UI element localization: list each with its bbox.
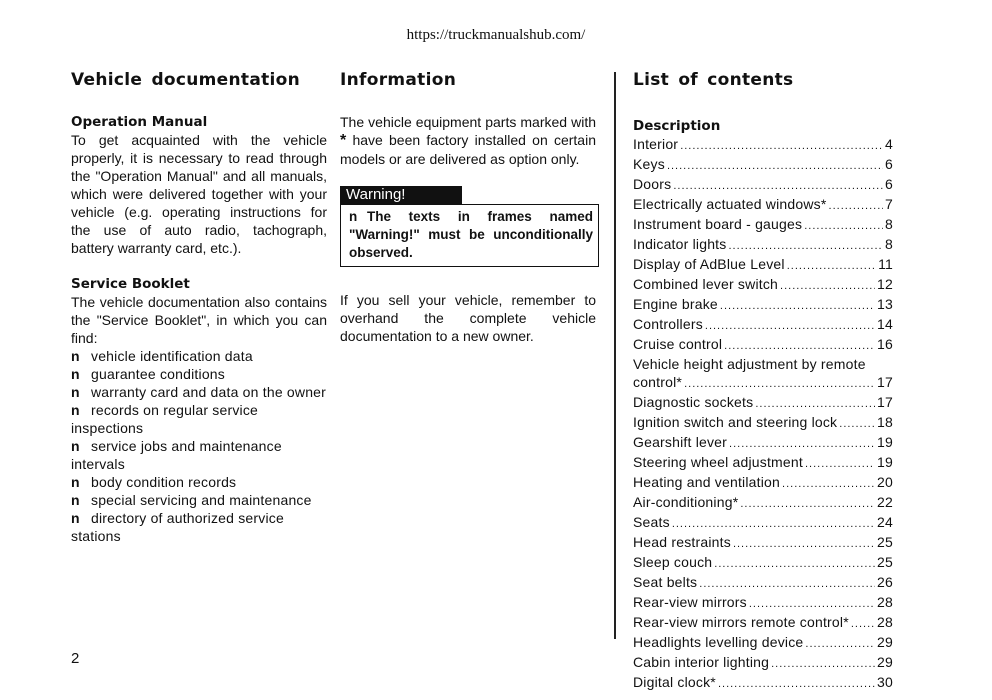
toc-page-number: 30 [877, 674, 893, 690]
information-text [340, 113, 596, 168]
toc-entry [633, 255, 893, 275]
warning-bullet-icon: n [349, 209, 358, 224]
toc-page-number: 14 [877, 316, 893, 332]
table-of-contents [633, 135, 893, 693]
toc-page-number: 12 [877, 276, 893, 292]
toc-page-number: 19 [877, 454, 893, 470]
toc-entry [633, 653, 893, 673]
toc-leader-dots [805, 455, 875, 473]
toc-leader-dots [851, 615, 875, 633]
toc-entry-label: Cruise control [633, 336, 723, 352]
toc-entry-label: Cabin interior lighting [633, 654, 770, 670]
toc-page-number: 20 [877, 474, 893, 490]
toc-entry [633, 493, 893, 513]
toc-page-number: 16 [877, 336, 893, 352]
toc-entry [633, 235, 893, 255]
contents-column [633, 68, 893, 693]
toc-page-number: 17 [877, 374, 893, 390]
toc-entry-label: Vehicle height adjustment by remote [633, 356, 866, 372]
bullet-icon: n [71, 438, 80, 454]
page-number: 2 [71, 650, 80, 667]
toc-leader-dots [684, 375, 875, 393]
toc-entry-label: Diagnostic sockets [633, 394, 754, 410]
information-title: Information [340, 70, 457, 90]
list-item-text: records on regular service inspections [71, 402, 259, 436]
toc-page-number: 8 [885, 216, 893, 232]
toc-entry-label: Seats [633, 514, 670, 530]
toc-page-number: 7 [885, 196, 893, 212]
toc-leader-dots [718, 675, 875, 693]
bullet-icon: n [71, 492, 80, 508]
toc-page-number: 22 [877, 494, 893, 510]
toc-leader-dots [728, 237, 883, 255]
toc-entry-label: Combined lever switch [633, 276, 779, 292]
toc-page-number: 19 [877, 434, 893, 450]
toc-page-number: 6 [885, 156, 893, 172]
toc-entry [633, 433, 893, 453]
service-booklet-text: The vehicle documentation also contains the "Service Booklet", in which you can find: [71, 294, 327, 346]
toc-page-number: 29 [877, 654, 893, 670]
toc-entry-label: Instrument board - gauges [633, 216, 803, 232]
toc-entry-label: Steering wheel adjustment [633, 454, 803, 470]
toc-leader-dots [805, 635, 875, 653]
toc-leader-dots [782, 475, 875, 493]
information-column [340, 68, 596, 345]
toc-page-number: 4 [885, 136, 893, 152]
toc-page-number: 28 [877, 614, 893, 630]
toc-entry [633, 295, 893, 315]
list-item [71, 383, 327, 401]
toc-leader-dots [787, 257, 876, 275]
toc-entry [633, 215, 893, 235]
information-text-after: have been factory installed on certain models or are delivered as option only. [340, 132, 596, 167]
toc-entry [633, 373, 893, 393]
asterisk-symbol: * [340, 132, 347, 149]
toc-entry-label: Ignition switch and steering lock [633, 414, 838, 430]
list-item-text: vehicle identification data [91, 348, 253, 364]
toc-entry [633, 573, 893, 593]
toc-entry-label: Controllers [633, 316, 703, 332]
warning-text: The texts in frames named "Warning!" must be unconditionally observed. [349, 209, 593, 260]
toc-entry [633, 513, 893, 533]
toc-entry [633, 275, 893, 295]
toc-leader-dots [839, 415, 875, 433]
toc-leader-dots [733, 535, 875, 553]
toc-leader-dots [740, 495, 875, 513]
list-item [71, 365, 327, 383]
toc-entry-prefix [633, 355, 893, 373]
toc-entry-label: Headlights levelling device [633, 634, 804, 650]
toc-page-number: 18 [877, 414, 893, 430]
toc-entry-label: Gearshift lever [633, 434, 728, 450]
toc-leader-dots [771, 655, 875, 673]
list-item [71, 509, 327, 545]
toc-leader-dots [724, 337, 875, 355]
toc-entry-label: Rear-view mirrors [633, 594, 747, 610]
service-booklet-list [71, 347, 327, 545]
bullet-icon: n [71, 366, 80, 382]
toc-leader-dots [699, 575, 875, 593]
toc-entry-label: Rear-view mirrors remote control* [633, 614, 849, 630]
toc-entry [633, 393, 893, 413]
list-item-text: service jobs and maintenance intervals [71, 438, 282, 472]
toc-leader-dots [755, 395, 875, 413]
toc-leader-dots [749, 595, 875, 613]
toc-entry-label: Keys [633, 156, 665, 172]
toc-leader-dots [705, 317, 875, 335]
toc-leader-dots [680, 137, 883, 155]
toc-entry [633, 533, 893, 553]
toc-page-number: 6 [885, 176, 893, 192]
list-item [71, 437, 327, 473]
vehicle-documentation-title: Vehicle documentation [71, 70, 301, 90]
bullet-icon: n [71, 510, 80, 526]
toc-entry [633, 453, 893, 473]
list-item-text: special servicing and maintenance [91, 492, 312, 508]
list-item-text: warranty card and data on the owner [91, 384, 327, 400]
toc-entry-label: control* [633, 374, 683, 390]
toc-entry [633, 413, 893, 433]
toc-entry [633, 593, 893, 613]
list-item-text: body condition records [91, 474, 237, 490]
toc-entry [633, 315, 893, 335]
information-text-before: The vehicle equipment parts marked with [340, 114, 596, 130]
toc-entry [633, 613, 893, 633]
column-divider [614, 72, 616, 639]
toc-leader-dots [673, 177, 883, 195]
toc-entry [633, 135, 893, 155]
toc-leader-dots [672, 515, 875, 533]
toc-entry [633, 553, 893, 573]
toc-page-number: 13 [877, 296, 893, 312]
toc-page-number: 24 [877, 514, 893, 530]
vehicle-documentation-column [71, 68, 327, 545]
toc-page-number: 26 [877, 574, 893, 590]
list-item [71, 347, 327, 365]
toc-leader-dots [667, 157, 883, 175]
toc-entry-label: Engine brake [633, 296, 718, 312]
toc-entry-label: Air-conditioning* [633, 494, 739, 510]
toc-leader-dots [804, 217, 883, 235]
warning-frame [340, 204, 599, 267]
toc-page-number: 17 [877, 394, 893, 410]
toc-entry-label: Seat belts [633, 574, 698, 590]
contents-section-heading: Description [633, 118, 721, 134]
bullet-icon: n [71, 348, 80, 364]
toc-entry-label: Heating and ventilation [633, 474, 781, 490]
toc-entry-label: Sleep couch [633, 554, 713, 570]
toc-entry-label: Electrically actuated windows* [633, 196, 827, 212]
toc-page-number: 25 [877, 534, 893, 550]
operation-manual-heading: Operation Manual [71, 114, 208, 130]
bullet-icon: n [71, 384, 80, 400]
bullet-icon: n [71, 474, 80, 490]
toc-page-number: 29 [877, 634, 893, 650]
toc-leader-dots [780, 277, 875, 295]
toc-entry-label: Doors [633, 176, 672, 192]
toc-entry [633, 473, 893, 493]
list-item-text: directory of authorized service stations [71, 510, 284, 544]
list-item [71, 473, 327, 491]
service-booklet-heading: Service Booklet [71, 276, 190, 292]
sell-vehicle-text: If you sell your vehicle, remember to overhand the complete vehicle documentation to a new owner. [340, 292, 596, 344]
toc-page-number: 11 [878, 256, 893, 272]
toc-entry [633, 155, 893, 175]
toc-entry [633, 633, 893, 653]
toc-entry-label: Digital clock* [633, 674, 716, 690]
list-item [71, 401, 327, 437]
contents-title: List of contents [633, 70, 794, 90]
source-url: https://truckmanualshub.com/ [406, 27, 586, 43]
toc-leader-dots [729, 435, 875, 453]
toc-leader-dots [720, 297, 875, 315]
toc-entry [633, 195, 893, 215]
toc-page-number: 8 [885, 236, 893, 252]
list-item-text: guarantee conditions [91, 366, 225, 382]
toc-page-number: 25 [877, 554, 893, 570]
toc-leader-dots [714, 555, 875, 573]
list-item [71, 491, 327, 509]
operation-manual-text: To get acquainted with the vehicle properly, it is necessary to read through the "Operation Manual" and all manuals, which were delivered together with your vehicle (e.g. operating instructions for the use of auto radio, tachograph, battery warranty card, etc.). [71, 132, 327, 256]
toc-entry-label: Head restraints [633, 534, 731, 550]
toc-entry-label: Interior [633, 136, 679, 152]
toc-entry [633, 673, 893, 693]
toc-entry [633, 175, 893, 195]
toc-page-number: 28 [877, 594, 893, 610]
toc-entry [633, 335, 893, 355]
bullet-icon: n [71, 402, 80, 418]
warning-label: Warning! [340, 186, 462, 204]
toc-entry-label: Indicator lights [633, 236, 727, 252]
toc-leader-dots [829, 197, 883, 215]
toc-entry-label: Display of AdBlue Level [633, 256, 785, 272]
